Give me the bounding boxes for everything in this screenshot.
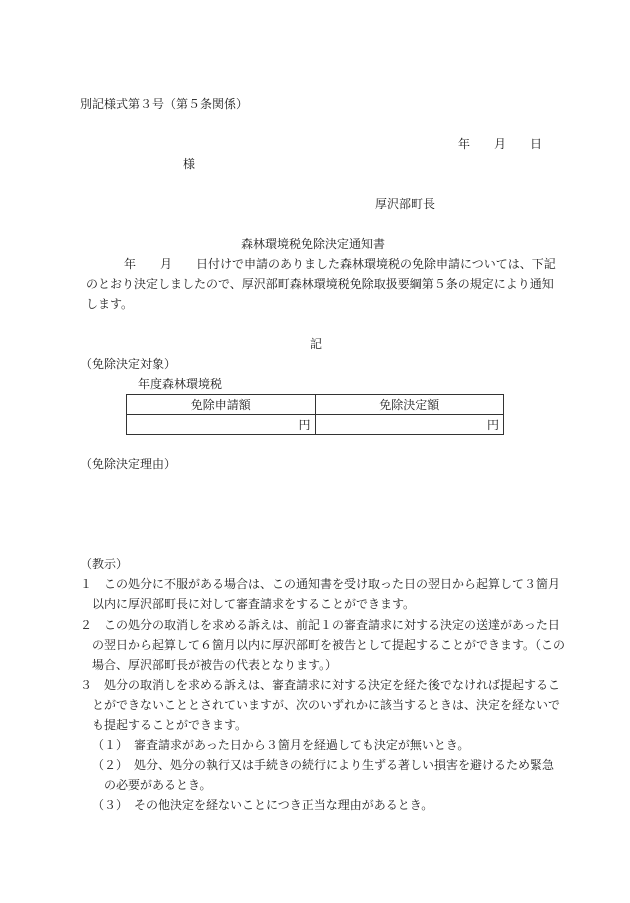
instruction-line: の翌日から起算して６箇月以内に厚沢部町を被告として提起することができます。（この xyxy=(92,638,566,652)
instruction-line: １ この処分に不服がある場合は、この通知書を受け取った日の翌日から起算して３箇月 xyxy=(80,577,561,591)
ki-heading: 記 xyxy=(310,337,323,351)
instruction-line: も提起することができます。 xyxy=(92,718,248,732)
instruction-line: ２ この処分の取消しを求める訴えは、前記１の審査請求に対する決定の送達があった日 xyxy=(80,618,560,632)
intro-line: します。 xyxy=(86,297,134,311)
instruction-line: （１） 審査請求があった日から３箇月を経過しても決定が無いとき。 xyxy=(92,738,470,752)
issuer: 厚沢部町長 xyxy=(375,197,436,211)
document-title: 森林環境税免除決定通知書 xyxy=(241,237,386,251)
instruction-line: 場合、厚沢部町長が被告の代表となります。） xyxy=(92,658,338,672)
reason-heading: （免除決定理由） xyxy=(80,457,177,471)
instructions-heading: （教示） xyxy=(80,557,129,571)
decided-amount-header: 免除決定額 xyxy=(315,395,504,415)
requested-amount-header: 免除申請額 xyxy=(127,395,316,415)
target-heading: （免除決定対象） xyxy=(80,357,177,371)
date-line: 年 月 日 xyxy=(458,137,543,151)
table-row xyxy=(127,415,504,435)
addressee-suffix: 様 xyxy=(183,157,196,171)
intro-line: のとおり決定しましたので、厚沢部町森林環境税免除取扱要綱第５条の規定により通知 xyxy=(86,277,554,291)
instruction-line: とができないこととされていますが、次のいずれかに該当するときは、決定を経ないで xyxy=(92,698,561,712)
decided-amount-cell: 円 xyxy=(315,415,504,435)
table-header-row xyxy=(127,395,504,415)
instruction-line: （２） 処分、処分の執行又は手続きの続行により生ずる著しい損害を避けるため緊急 xyxy=(92,758,555,772)
amount-table xyxy=(126,394,504,435)
instruction-line: 以内に厚沢部町長に対して審査請求をすることができます。 xyxy=(92,597,416,611)
intro-line: 年 月 日付けで申請のありました森林環境税の免除申請については、下記 xyxy=(124,257,556,271)
form-label: 別記様式第３号（第５条関係） xyxy=(80,97,249,111)
instruction-line: の必要があるとき。 xyxy=(104,778,212,792)
tax-year-label: 年度森林環境税 xyxy=(138,377,223,391)
instruction-line: （３） その他決定を経ないことにつき正当な理由があるとき。 xyxy=(92,798,434,812)
requested-amount-cell: 円 xyxy=(127,415,316,435)
instruction-line: ３ 処分の取消しを求める訴えは、審査請求に対する決定を経た後でなければ提起するこ xyxy=(80,678,561,692)
